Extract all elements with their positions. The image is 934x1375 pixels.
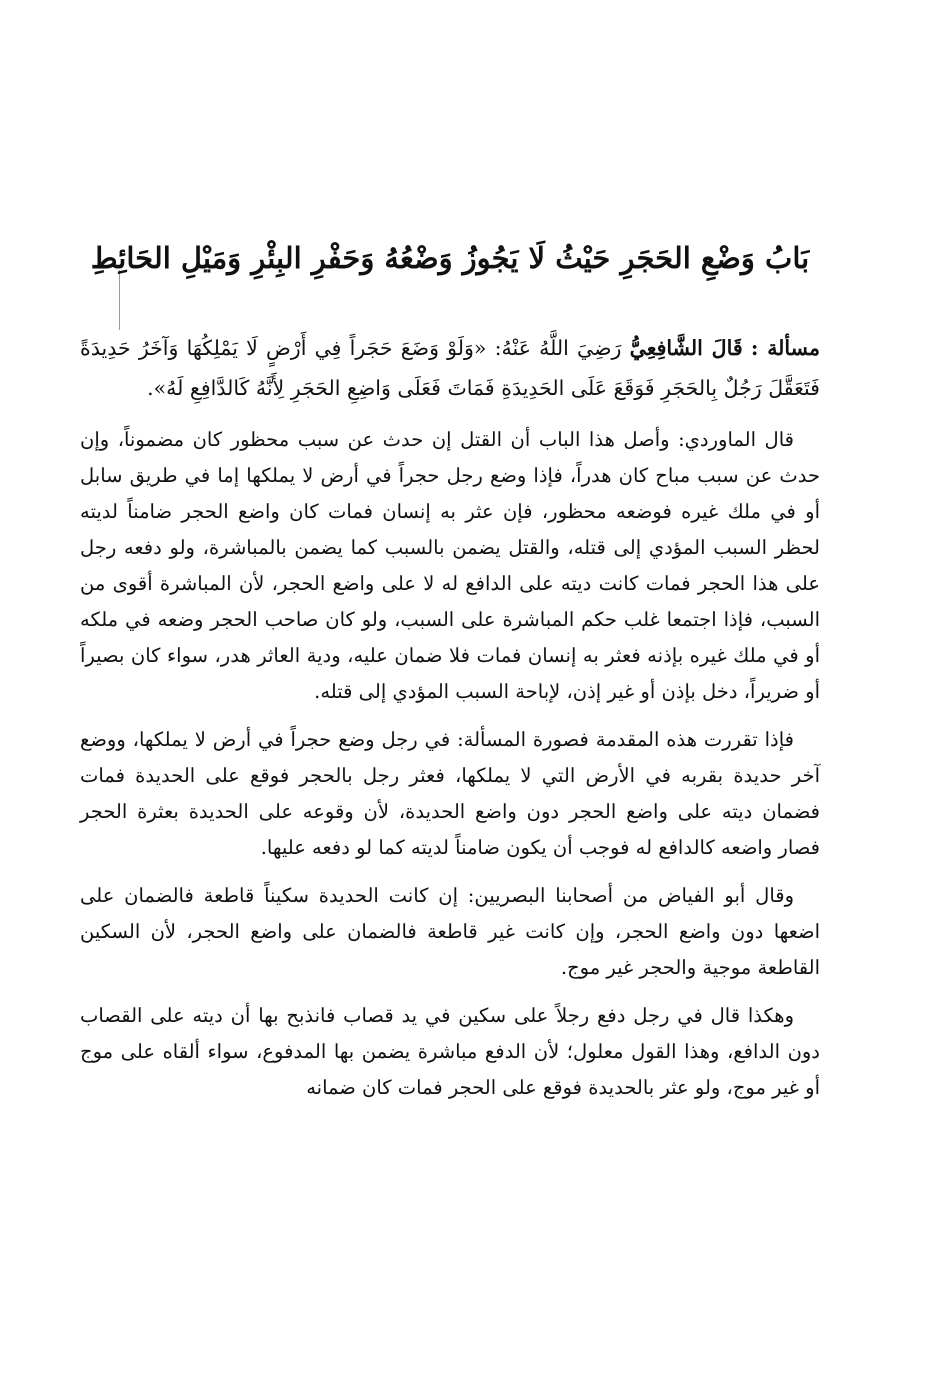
body-paragraph: قال الماوردي: وأصل هذا الباب أن القتل إن حدث عن سبب محظور كان مضموناً، وإن حدث عن سبب مباح كان هدراً، فإذا وضع رجل حجراً في أرض لا يملكها إما في طريق سابل أو في ملك غيره فوضعه محظور، فإن عثر به إنسان فمات كان واضع الحجر ضامناً لديته لحظر السبب المؤدي إلى قتله، والقتل يضمن بالسبب كما يضمن بالمباشرة، ولو دفعه رجل على هذا الحجر فمات كانت ديته على الدافع له لا على واضع الحجر، لأن المباشرة أقوى من السبب، فإذا اجتمعا غلب حكم المباشرة على السبب، ولو كان صاحب الحجر وضعه في ملكه أو في ملك غيره بإذنه فعثر به إنسان فمات فلا ضمان عليه، ودية العاثر هدر، سواء كان بصيراً أو ضريراً، دخل بإذن أو غير إذن، لإباحة السبب المؤدي إلى قتله. — [80, 428, 820, 703]
issue-text: رَضِيَ اللَّهُ عَنْهُ: «وَلَوْ وَضَعَ حَجَراً فِي أَرْضٍ لَا يَمْلِكُهَا وَآخَرُ حَدِيدَةً فَتَعَقَّلَ رَجُلٌ بِالحَجَرِ فَوَقَعَ عَلَى الحَدِيدَةِ فَمَاتَ فَعَلَى وَاضِعِ الحَجَرِ لِأَنَّهُ كَالدَّافِعِ لَهُ». — [80, 336, 820, 400]
chapter-title: بَابُ وَضْعِ الحَجَرِ حَيْثُ لَا يَجُوزُ وَضْعُهُ وَحَفْرِ البِئْرِ وَمَيْلِ الحَائِطِ — [90, 241, 810, 275]
page-body — [80, 328, 820, 1118]
body-paragraph: وقال أبو الفياض من أصحابنا البصريين: إن كانت الحديدة سكيناً قاطعة فالضمان على اضعها دون واضع الحجر، وإن كانت غير قاطعة فالضمان على واضع الحجر، لأن السكين القاطعة موجية والحجر غير موج. — [80, 884, 821, 979]
book-page — [80, 0, 820, 1375]
issue-paragraph — [80, 328, 820, 408]
body-paragraph: فإذا تقررت هذه المقدمة فصورة المسألة: في رجل وضع حجراً في أرض لا يملكها، ووضع آخر حديدة بقربه في الأرض التي لا يملكها، فعثر رجل بالحجر فوقع على الحديدة فمات فضمان ديته على واضع الحجر دون واضع الحديدة، لأن وقوعه على الحديدة بعثرة الحجر فصار واضعه كالدافع له فوجب أن يكون ضامناً لديته كما لو دفعه عليها. — [80, 728, 820, 859]
body-paragraph: وهكذا قال في رجل دفع رجلاً على سكين في يد قصاب فانذبح بها أن ديته على القصاب دون الدافع، وهذا القول معلول؛ لأن الدفع مباشرة يضمن بها المدفوع، سواء ألقاه على موج أو غير موج، ولو عثر بالحديدة فوقع على الحجر فمات كان ضمانه — [80, 1004, 820, 1099]
issue-label: مسألة : — [750, 336, 820, 360]
issue-speaker: قَالَ الشَّافِعِيُّ — [629, 336, 743, 360]
